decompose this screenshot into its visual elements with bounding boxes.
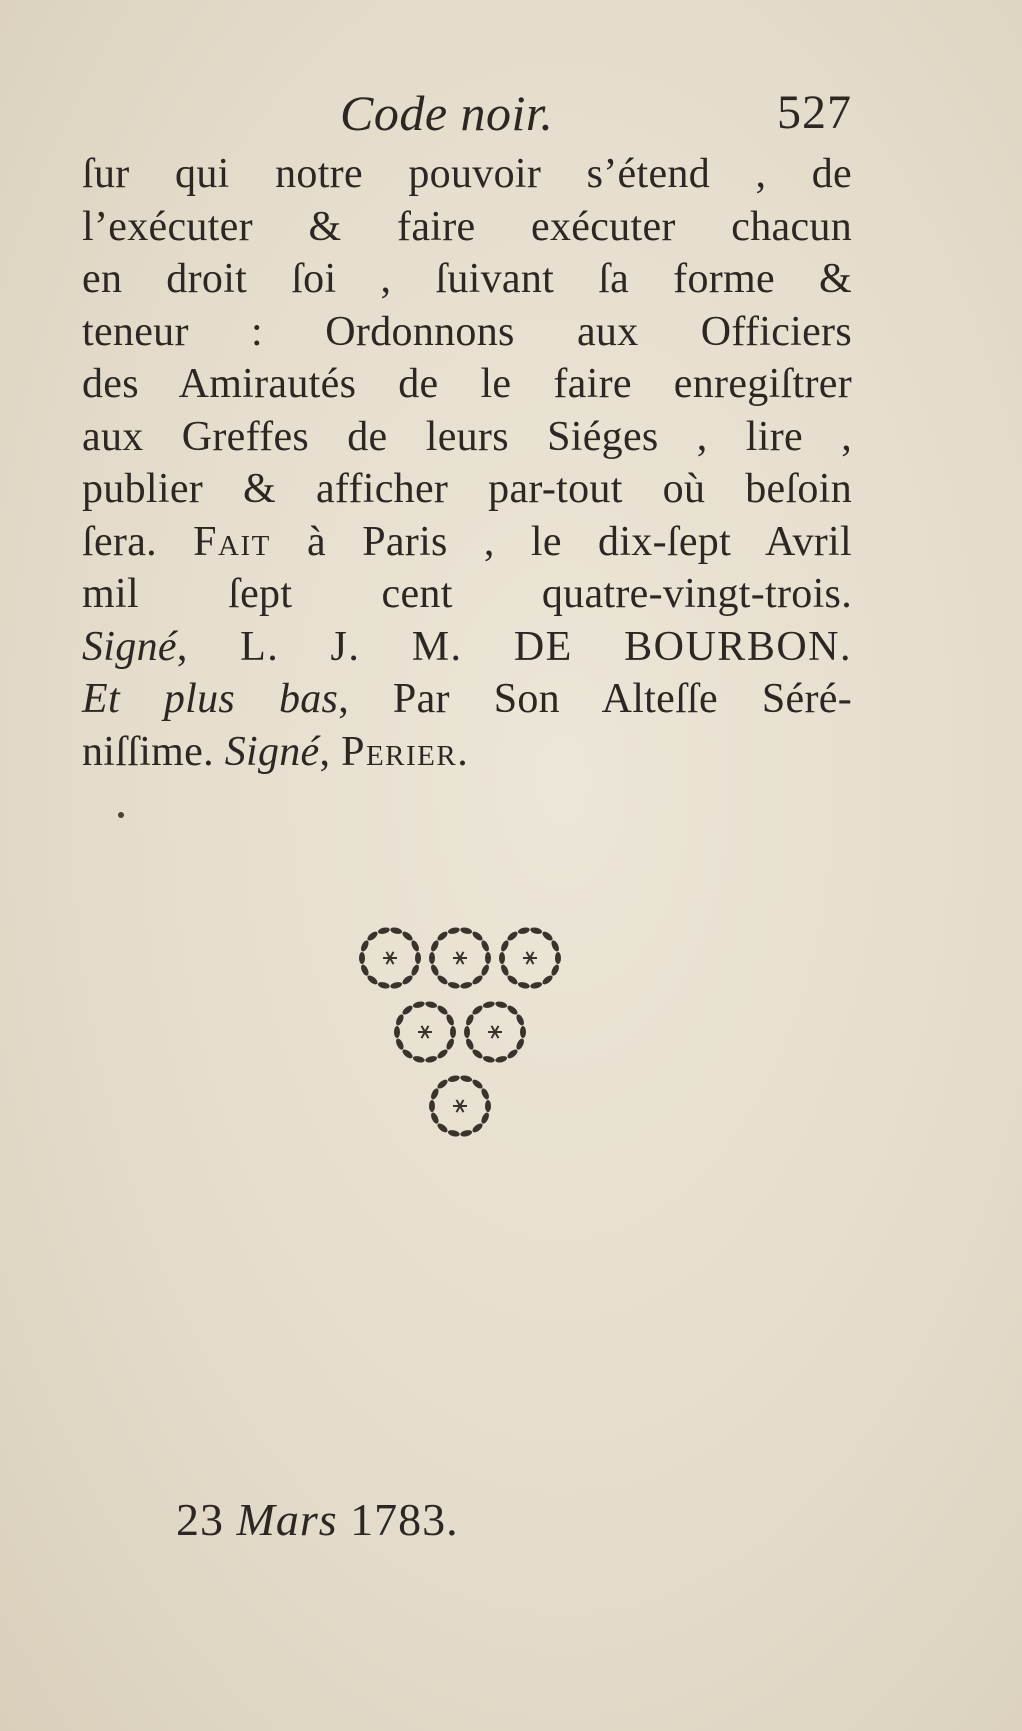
text-line: publier & afficher par-tout où beſoin xyxy=(82,466,852,512)
small-caps-run: Perier. xyxy=(341,728,470,775)
rosette-wreath xyxy=(394,1000,456,1063)
floral-rosette-ornament-icon xyxy=(340,920,580,1150)
body-text xyxy=(82,148,852,778)
text-line xyxy=(82,673,852,726)
text-line: ſur qui notre pouvoir s’étend , de xyxy=(82,151,852,197)
text-line: en droit ſoi , ſuivant ſa forme & xyxy=(82,256,852,302)
text-run: ſera. xyxy=(82,518,194,565)
signatory-name: , L. J. M. DE BOURBON. xyxy=(176,623,852,670)
text-line xyxy=(82,516,852,569)
text-run: , xyxy=(319,728,342,775)
text-run: niſſime. xyxy=(82,728,225,775)
date-year: 1783. xyxy=(337,1494,459,1545)
italic-run: Et plus bas xyxy=(82,676,339,722)
running-title: Code noir. xyxy=(340,85,554,141)
rosette-wreath xyxy=(429,926,491,989)
page-header xyxy=(82,78,852,148)
small-caps-run: Fait xyxy=(193,518,271,565)
text-line: des Amirautés de le faire enregiſtrer xyxy=(82,361,852,407)
text-run: , Par Son Alteſſe Séré- xyxy=(338,676,852,722)
rosette-wreath xyxy=(464,1000,526,1063)
date-day: 23 xyxy=(176,1494,237,1545)
italic-run: Signé xyxy=(82,623,177,670)
text-line: l’exécuter & faire exécuter chacun xyxy=(82,203,852,250)
rosette-wreath xyxy=(499,926,561,989)
date-month: Mars xyxy=(236,1494,338,1545)
rosette-wreath xyxy=(429,1074,491,1137)
signature-line xyxy=(82,621,852,674)
text-line: aux Greffes de leurs Siéges , lire , xyxy=(82,413,852,460)
text-line xyxy=(82,726,852,779)
italic-run: Signé xyxy=(224,728,320,775)
page-number: 527 xyxy=(777,86,852,139)
ink-speck xyxy=(118,812,124,818)
publication-date xyxy=(176,1490,459,1550)
text-line: mil ſept cent quatre-vingt-trois. xyxy=(82,571,852,617)
rosette-wreath xyxy=(359,926,421,989)
text-line: teneur : Ordonnons aux Officiers xyxy=(82,308,852,355)
text-run: à Paris , le dix-ſept Avril xyxy=(270,518,852,565)
